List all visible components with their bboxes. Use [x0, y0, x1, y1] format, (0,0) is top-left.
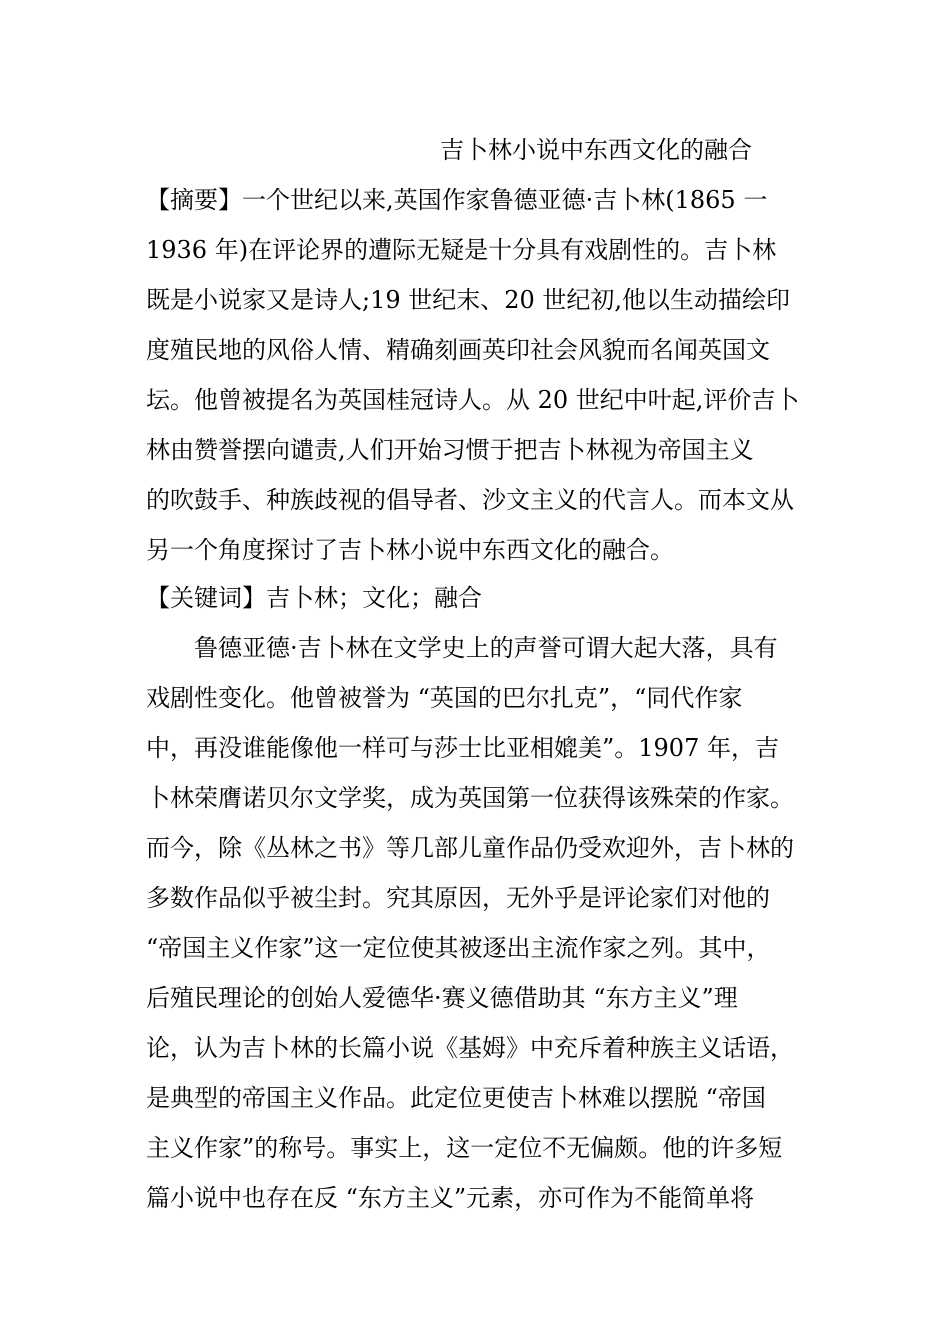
- body-line: 后殖民理论的创始人爱德华·赛义德借助其 “东方主义”理: [146, 984, 738, 1012]
- abstract-line: 度殖民地的风俗人情、精确刻画英印社会风貌而名闻英国文: [146, 336, 770, 364]
- body-line: “帝国主义作家”这一定位使其被逐出主流作家之列。其中，: [146, 934, 771, 962]
- abstract-line: 【摘要】一个世纪以来,英国作家鲁德亚德·吉卜林(1865 一: [146, 186, 768, 214]
- body-line: 是典型的帝国主义作品。此定位更使吉卜林难以摆脱 “帝国: [146, 1084, 766, 1112]
- abstract-line: 坛。他曾被提名为英国桂冠诗人。从 20 世纪中叶起,评价吉卜: [146, 386, 800, 414]
- keywords-line: 【关键词】吉卜林；文化；融合: [146, 584, 482, 612]
- body-line: 主义作家”的称号。事实上，这一定位不无偏颇。他的许多短: [146, 1134, 783, 1162]
- abstract-line: 既是小说家又是诗人;19 世纪末、20 世纪初,他以生动描绘印: [146, 286, 791, 314]
- document-title: 吉卜林小说中东西文化的融合: [440, 136, 752, 164]
- body-line: 而今，除《丛林之书》等几部儿童作品仍受欢迎外，吉卜林的: [146, 834, 794, 862]
- body-line: 中，再没谁能像他一样可与莎士比亚相媲美”。1907 年，吉: [146, 734, 779, 762]
- abstract-line: 另一个角度探讨了吉卜林小说中东西文化的融合。: [146, 536, 674, 564]
- body-line: 卜林荣膺诺贝尔文学奖，成为英国第一位获得该殊荣的作家。: [146, 784, 794, 812]
- abstract-line: 1936 年)在评论界的遭际无疑是十分具有戏剧性的。吉卜林: [146, 236, 777, 264]
- abstract-line: 林由赞誉摆向谴责,人们开始习惯于把吉卜林视为帝国主义: [146, 436, 754, 464]
- abstract-line: 的吹鼓手、种族歧视的倡导者、沙文主义的代言人。而本文从: [146, 486, 794, 514]
- body-line: 多数作品似乎被尘封。究其原因，无外乎是评论家们对他的: [146, 884, 770, 912]
- body-line: 鲁德亚德·吉卜林在文学史上的声誉可谓大起大落，具有: [194, 634, 778, 662]
- body-line: 戏剧性变化。他曾被誉为 “英国的巴尔扎克”，“同代作家: [146, 684, 743, 712]
- body-line: 篇小说中也存在反 “东方主义”元素，亦可作为不能简单将: [146, 1184, 755, 1212]
- body-line: 论，认为吉卜林的长篇小说《基姆》中充斥着种族主义话语，: [146, 1034, 794, 1062]
